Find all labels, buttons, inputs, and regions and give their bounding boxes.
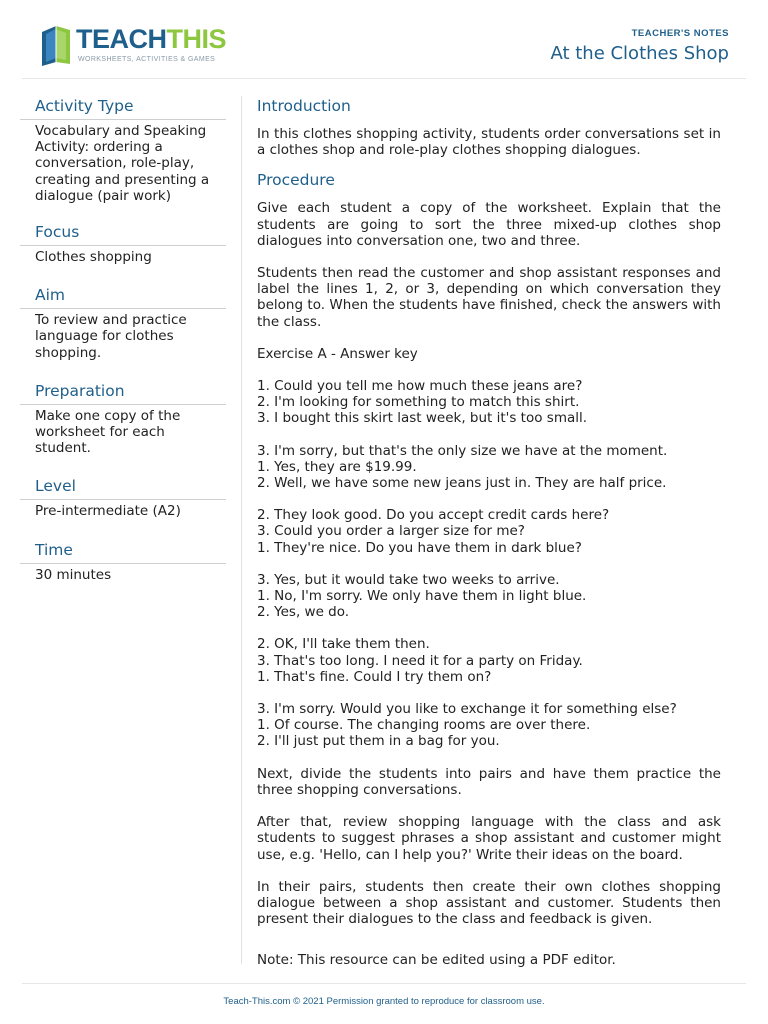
sidebar-section-focus <box>20 222 226 265</box>
logo-word-teach: TEACH <box>76 24 167 54</box>
sidebar-section-time <box>20 540 226 583</box>
answer-line: 3. I bought this skirt last week, but it's too small. <box>257 410 588 427</box>
procedure-heading: Procedure <box>257 171 335 190</box>
sidebar-section-preparation <box>20 381 226 457</box>
answer-group <box>257 572 721 621</box>
header-divider <box>22 78 746 79</box>
answer-line: 3. Yes, but it would take two weeks to arrive. <box>257 571 560 588</box>
column-divider <box>241 96 242 964</box>
sidebar-heading: Activity Type <box>35 97 134 115</box>
answer-group <box>257 378 721 427</box>
sidebar-section-level <box>20 476 226 519</box>
answer-line: 1. Yes, they are $19.99. <box>257 458 417 475</box>
answer-line: 3. I'm sorry, but that's the only size we have at the moment. <box>257 442 668 459</box>
answer-line: 2. Well, we have some new jeans just in. They are half price. <box>257 475 667 492</box>
procedure-paragraph: In their pairs, students then create their own clothes shopping dialogue between a shop assistant and customer. Students then present their dialogues to the class and feedback is given. <box>257 878 721 928</box>
sidebar-body: Vocabulary and Speaking Activity: ordering a conversation, role-play, creating and presenting a dialogue (pair work) <box>35 123 210 204</box>
answer-line: 2. I'll just put them in a bag for you. <box>257 733 500 750</box>
sidebar-heading: Level <box>35 477 76 496</box>
book-logo-icon <box>36 24 74 66</box>
sidebar-section-aim <box>20 285 226 361</box>
sidebar-body: 30 minutes <box>35 566 112 583</box>
sidebar-section-activity-type <box>20 96 226 204</box>
sidebar-heading: Focus <box>35 223 80 242</box>
answer-group <box>257 636 721 685</box>
answer-group <box>257 701 721 750</box>
sidebar-body: Clothes shopping <box>35 249 152 266</box>
sidebar-heading: Time <box>35 540 73 559</box>
introduction-heading: Introduction <box>257 97 351 115</box>
sidebar-body: Make one copy of the worksheet for each student. <box>35 407 181 457</box>
page-title: At the Clothes Shop <box>550 43 729 64</box>
introduction-text: In this clothes shopping activity, students order conversations set in a clothes shop and role-play clothes shopping dialogues. <box>257 126 721 159</box>
procedure-paragraph: Give each student a copy of the worksheet. Explain that the students are going to sort the three mixed-up clothes shop dialogues into conversation one, two and three. <box>257 200 721 249</box>
answer-group <box>257 443 721 492</box>
editing-note: Note: This resource can be edited using a PDF editor. <box>257 952 616 969</box>
answer-group <box>257 507 721 556</box>
answer-line: 1. They're nice. Do you have them in dark blue? <box>257 539 582 556</box>
sidebar-body: To review and practice language for clothes shopping. <box>35 312 187 361</box>
sidebar <box>20 96 226 603</box>
procedure-paragraph: After that, review shopping language with the class and ask students to suggest phrases a shop assistant and customer might use, e.g. 'Hello, can I help you?' Write their ideas on the board. <box>257 814 721 863</box>
logo-tagline: WORKSHEETS, ACTIVITIES & GAMES <box>78 56 216 63</box>
procedure-paragraph: Next, divide the students into pairs and have them practice the three shopping conversations. <box>257 765 721 798</box>
answer-line: 2. I'm looking for something to match this shirt. <box>257 394 580 411</box>
logo-word-this: THIS <box>166 24 227 54</box>
teach-this-logo <box>36 22 236 70</box>
answer-line: 2. Yes, we do. <box>257 604 350 621</box>
procedure-paragraph: Students then read the customer and shop assistant responses and label the lines 1, 2, or 3, depending on which conversation they belong to. When the students have finished, check the answers with the class. <box>257 265 721 330</box>
copyright-footer: Teach-This.com © 2021 Permission granted to reproduce for classroom use. <box>223 996 545 1007</box>
main-content <box>257 96 721 969</box>
footer-divider <box>22 983 746 984</box>
sidebar-body: Pre-intermediate (A2) <box>35 503 181 520</box>
page-header <box>0 0 768 78</box>
answer-line: 1. That's fine. Could I try them on? <box>257 668 492 685</box>
logo-wordmark <box>76 22 226 56</box>
answer-line: 1. Could you tell me how much these jeans are? <box>257 378 583 395</box>
answer-key-title: Exercise A - Answer key <box>257 345 418 362</box>
answer-line: 2. OK, I'll take them then. <box>257 636 430 653</box>
answer-line: 3. Could you order a larger size for me? <box>257 523 525 540</box>
answer-line: 3. I'm sorry. Would you like to exchange it for something else? <box>257 701 677 718</box>
answer-line: 1. Of course. The changing rooms are over there. <box>257 717 591 734</box>
answer-line: 1. No, I'm sorry. We only have them in light blue. <box>257 588 587 605</box>
answer-line: 2. They look good. Do you accept credit cards here? <box>257 507 610 524</box>
sidebar-heading: Preparation <box>35 381 125 400</box>
teachers-notes-label: TEACHER'S NOTES <box>631 28 729 39</box>
sidebar-heading: Aim <box>35 286 66 305</box>
answer-line: 3. That's too long. I need it for a party on Friday. <box>257 652 583 669</box>
